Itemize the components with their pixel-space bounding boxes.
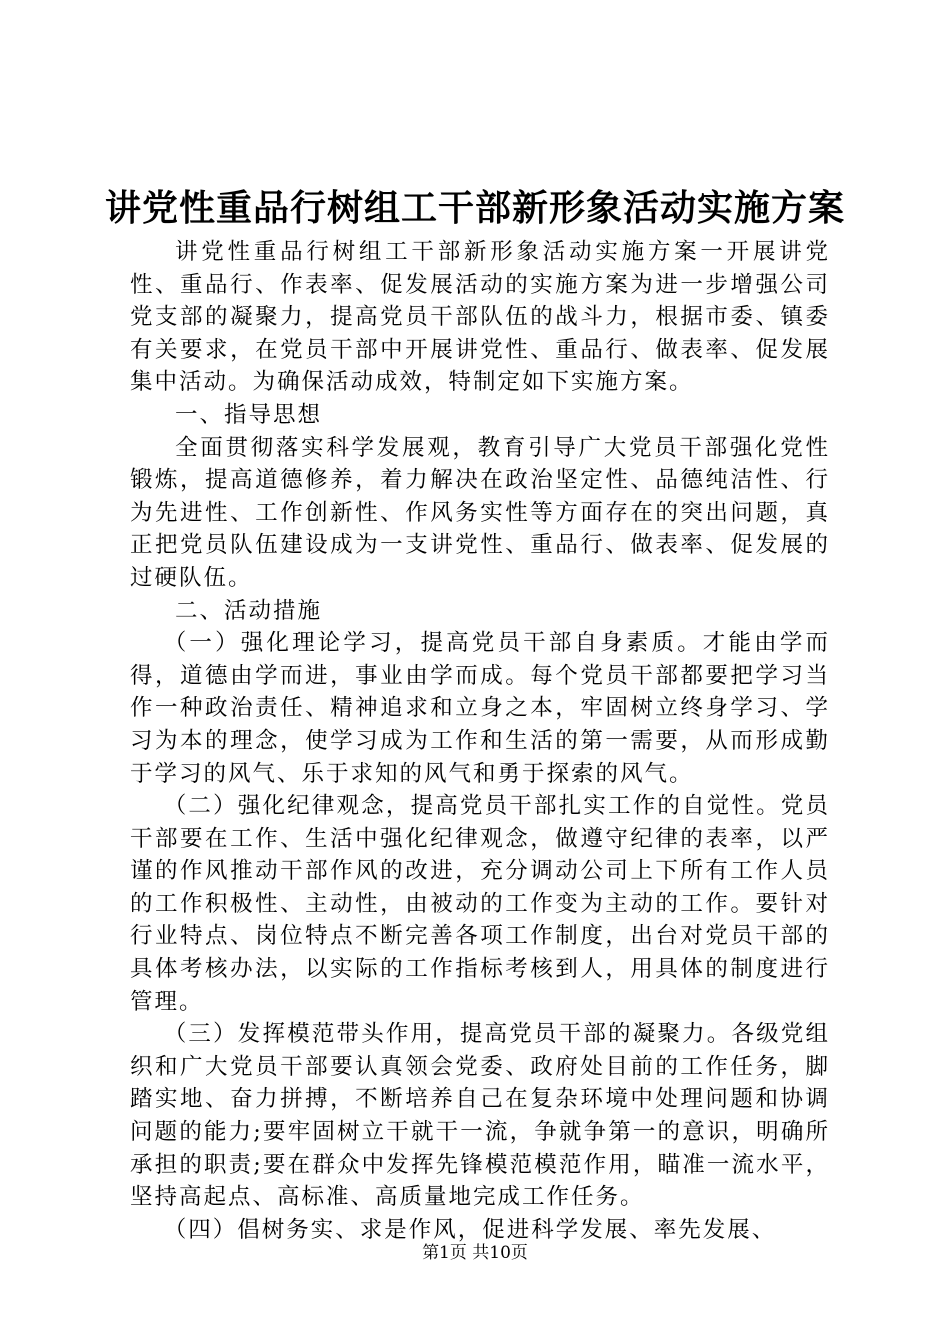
section-heading-activity-measures: 二、活动措施 [175,597,323,624]
paragraph-measure-4: （四）倡树务实、求是作风，促进科学发展、率先发展、 [163,1216,777,1243]
document-title: 讲党性重品行树组工干部新形象活动实施方案 [104,187,845,229]
paragraph-guiding-ideology: 全面贯彻落实科学发展观，教育引导广大党员干部强化党性锻炼，提高道德修养，着力解决在政治坚定性、品德纯洁性、行为先进性、工作创新性、作风务实性等方面存在的突出问题，真正把党员队伍建设成为一支讲党性、重品行、做表率、促发展的过硬队伍。 [130,434,830,591]
page-footer: 第1页 共10页 [422,1243,528,1263]
paragraph-intro: 讲党性重品行树组工干部新形象活动实施方案一开展讲党性、重品行、作表率、促发展活动的实施方案为进一步增强公司党支部的凝聚力，提高党员干部队伍的战斗力，根据市委、镇委有关要求，在党员干部中开展讲党性、重品行、做表率、促发展集中活动。为确保活动成效，特制定如下实施方案。 [130,239,830,396]
paragraph-measure-2: （二）强化纪律观念，提高党员干部扎实工作的自觉性。党员干部要在工作、生活中强化纪律观念，做遵守纪律的表率，以严谨的作风推动干部作风的改进，充分调动公司上下所有工作人员的工作积极性、主动性，由被动的工作变为主动的工作。要针对行业特点、岗位特点不断完善各项工作制度，出台对党员干部的具体考核办法，以实际的工作指标考核到人，用具体的制度进行管理。 [130,793,830,1015]
document-body [130,236,830,1246]
section-heading-guiding-ideology: 一、指导思想 [175,401,323,428]
paragraph-measure-3: （三）发挥模范带头作用，提高党员干部的凝聚力。各级党组织和广大党员干部要认真领会党委、政府处目前的工作任务，脚踏实地、奋力拼搏，不断培养自己在复杂环境中处理问题和协调问题的能力;要牢固树立干就干一流，争就争第一的意识，明确所承担的职责;要在群众中发挥先锋模范模范作用，瞄准一流水平，坚持高起点、高标准、高质量地完成工作任务。 [130,1021,830,1211]
paragraph-measure-1: （一）强化理论学习，提高党员干部自身素质。才能由学而得，道德由学而进，事业由学而成。每个党员干部都要把学习当作一种政治责任、精神追求和立身之本，牢固树立终身学习、学习为本的理念，使学习成为工作和生活的第一需要，从而形成勤于学习的风气、乐于求知的风气和勇于探索的风气。 [130,630,830,787]
